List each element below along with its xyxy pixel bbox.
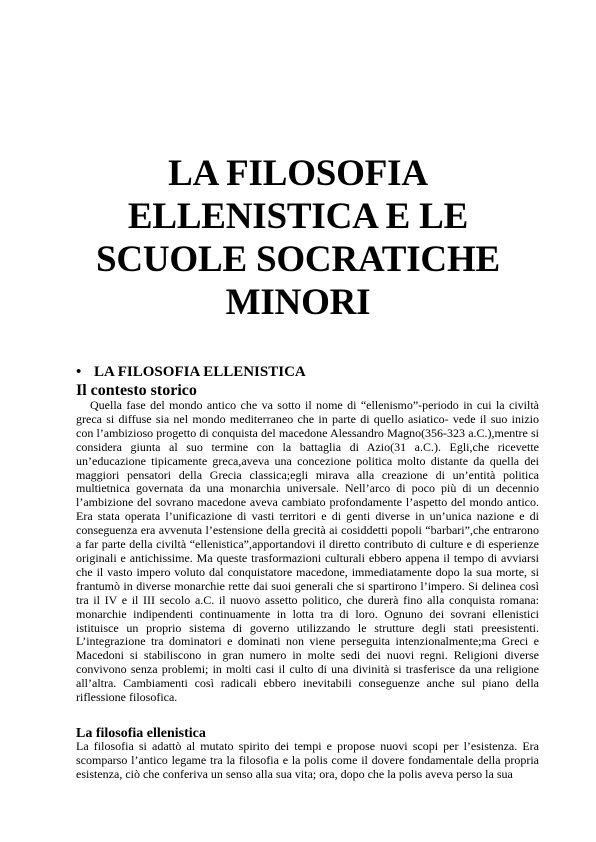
paragraph-hellenistic-philosophy: La filosofia si adattò al mutato spirito dei tempi e propose nuovi scopi per l’esistenza. Era scomparso l’antico legame tra la filosofia e la polis come il dovere fondamentale della propria esistenza, ciò che conferiva un senso alla sua vita; ora, dopo che la polis aveva perso la sua [76, 739, 539, 781]
subheading-historical-context: Il contesto storico [76, 382, 197, 399]
document-title: LA FILOSOFIA ELLENISTICA E LE SCUOLE SOCRATICHE MINORI [95, 153, 501, 323]
paragraph-historical-context: Quella fase del mondo antico che va sotto il nome di “ellenismo”-periodo in cui la civiltà greca si diffuse sia nel mondo mediterraneo che in parte di quello asiatico- vede il suo inizio con l’ambizioso progetto di conquista del macedone Alessandro Magno(356-323 a.C.),mentre si considera giunta al suo termine con la battaglia di Azio(31 a.C.). Egli,che ricevette un’educazione tipicamente greca,aveva una concezione politica molto distante da quella dei maggiori pensatori della Grecia classica;egli mirava alla creazione di un’entità politica multietnica governata da una monarchia universale. Nell’arco di poco più di un decennio l’ambizione del sovrano macedone aveva cambiato profondamente l’aspetto del mondo antico. Era stata operata l’unificazione di vasti territori e di genti diverse in un’unica nazione e di conseguenza era avvenuta l’estensione della grecità ai cosiddetti popoli “barbari”,che entrarono a far parte della civiltà “ellenistica”,apportandovi il diretto contributo di culture e di esperienze originali e antichissime. Ma queste trasformazioni culturali ebbero appena il tempo di avviarsi che il vasto impero voluto dal conquistatore macedone, immediatamente dopo la sua morte, si frantumò in diverse monarchie rette dai suoi generali che si spartirono l’impero. Si delinea così tra il IV e il III secolo a.C. il nuovo assetto politico, che durerà fino alla conquista romana: monarchie indipendenti continuamente in lotta tra di loro. Ognuno dei sovrani ellenistici istituisce un proprio sistema di governo utilizzando le strutture degli stati preesistenti. L’integrazione tra dominatori e dominati non viene perseguita intenzionalmente;ma Greci e Macedoni si stabiliscono in gran numero in molte sedi dei nuovi regni. Religioni diverse convivono senza problemi; in molti casi il culto di una divinità si trasferisce da una religione all’altra. Cambiamenti così radicali ebbero inevitabili conseguenze anche sul piano della riflessione filosofica. [76, 398, 539, 705]
section-heading-text: LA FILOSOFIA ELLENISTICA [94, 364, 306, 380]
subheading-hellenistic-philosophy: La filosofia ellenistica [76, 726, 206, 741]
bullet-icon: • [76, 364, 82, 380]
section-heading [76, 363, 306, 381]
